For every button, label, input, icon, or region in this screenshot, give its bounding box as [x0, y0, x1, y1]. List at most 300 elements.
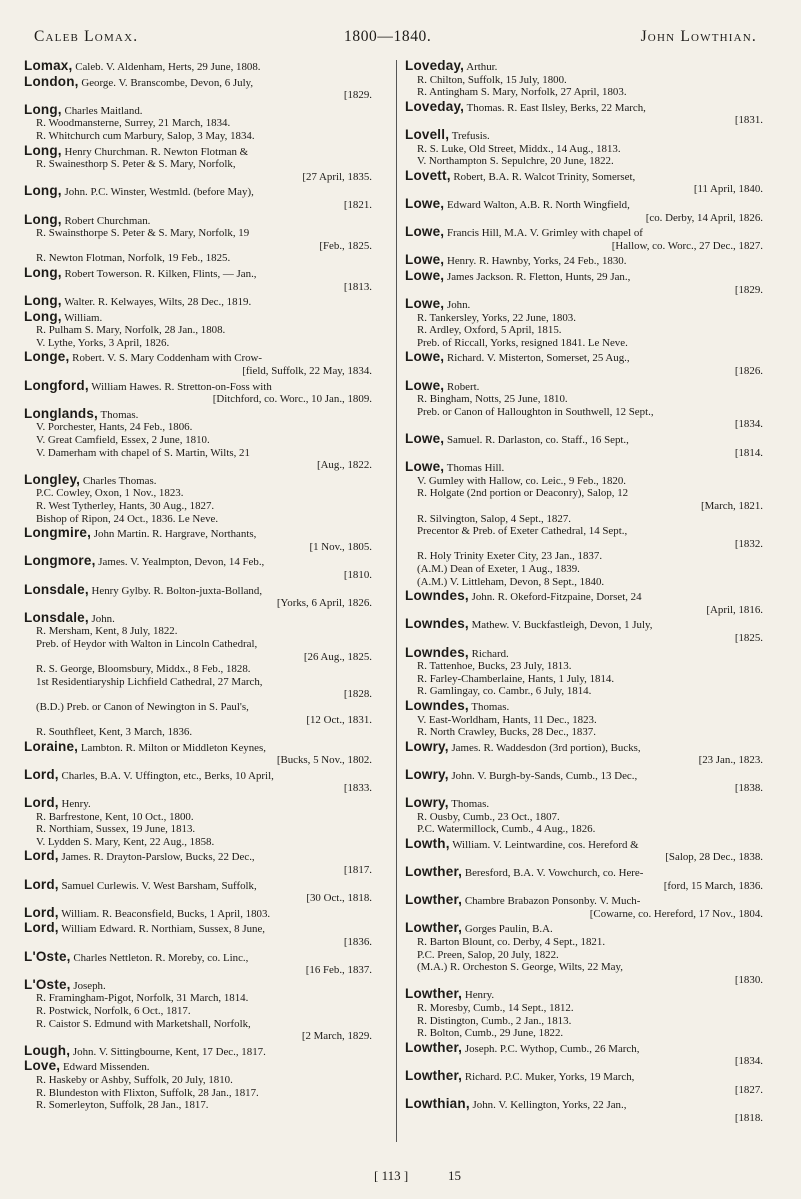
- entry-heading: [405, 98, 767, 115]
- entry-continuation: [Yorks, 6 April, 1826.: [276, 597, 372, 610]
- entry-surname: Lomax,: [24, 58, 73, 73]
- clergy-entry: [24, 142, 376, 184]
- entry-heading-text: John Martin. R. Hargrave, Northants,: [91, 528, 257, 541]
- entry-preferment: R. Holgate (2nd portion or Deaconry), Salop, 12: [417, 487, 629, 500]
- entry-heading: [24, 904, 376, 921]
- clergy-entry: [405, 1039, 767, 1068]
- entry-preferment: V. Porchester, Hants, 24 Feb., 1806.: [36, 421, 193, 434]
- entry-heading-text: John.: [444, 299, 471, 312]
- entry-heading-text: Henry.: [58, 798, 91, 811]
- entry-preferment: R. Farley-Chamberlaine, Hants, 1 July, 1814.: [417, 672, 615, 685]
- entry-heading-text: Francis Hill, M.A. V. Grimley with chapel of: [444, 227, 643, 240]
- entry-heading-text: Charles Nettleton. R. Moreby, co. Linc.,: [70, 951, 249, 964]
- entry-heading-text: Robert, B.A. R. Walcot Trinity, Somerset,: [450, 170, 636, 183]
- entry-preferment: R. Mersham, Kent, 8 July, 1822.: [36, 625, 178, 638]
- entry-surname: Lowther,: [405, 892, 463, 908]
- entry-continuation: [1826.: [734, 365, 763, 378]
- clergy-entry: [405, 298, 767, 349]
- entry-heading-text: Walter. R. Kelwayes, Wilts, 28 Dec., 1819.: [61, 296, 252, 309]
- entry-preferment: R. Holy Trinity Exeter City, 23 Jan., 1837.: [417, 550, 603, 563]
- clergy-entry: [405, 461, 767, 588]
- clergy-entry: [405, 922, 767, 986]
- entry-heading: [24, 308, 376, 325]
- entry-heading: [405, 461, 767, 475]
- entry-preferment: R. Swainsthorpe S. Peter & S. Mary, Norfolk, 19: [36, 227, 250, 240]
- entry-heading-text: Henry Churchman. R. Newton Flotman &: [61, 145, 249, 158]
- entry-surname: Lord,: [24, 876, 59, 892]
- entry-preferment: R. Pulham S. Mary, Norfolk, 28 Jan., 1808.: [36, 324, 226, 337]
- entry-preferment: Preb. of Heydor with Walton in Lincoln Cathedral,: [36, 637, 258, 650]
- clergy-entry: [24, 73, 376, 102]
- right-column: [396, 60, 767, 1142]
- entry-heading: [405, 377, 767, 394]
- entry-heading: [24, 211, 376, 228]
- entry-surname: Lovell,: [405, 126, 450, 142]
- entry-continuation: [Ditchford, co. Worc., 10 Jan., 1809.: [212, 393, 372, 406]
- entry-continuation: [1810.: [343, 568, 372, 581]
- entry-surname: Lowe,: [405, 431, 445, 447]
- entry-surname: Loveday,: [405, 58, 465, 73]
- entry-heading-text: Caleb. V. Aldenham, Herts, 29 June, 1808.: [72, 61, 261, 73]
- entry-surname: Lowther,: [405, 1039, 463, 1055]
- entry-continuation: [Feb., 1825.: [319, 239, 372, 252]
- entry-heading-text: Richard. P.C. Muker, Yorks, 19 March,: [462, 1070, 635, 1083]
- entry-surname: Lowry,: [405, 738, 449, 754]
- entry-heading-text: Richard.: [468, 647, 509, 660]
- clergy-entry: [405, 797, 767, 836]
- entry-surname: Lowndes,: [405, 697, 469, 713]
- entry-surname: Lowe,: [405, 252, 445, 268]
- entry-continuation: [11 April, 1840.: [693, 183, 763, 196]
- entry-heading: [405, 126, 767, 143]
- entry-surname: Lowther,: [405, 986, 463, 1002]
- entry-heading-text: John. V. Burgh-by-Sands, Cumb., 13 Dec.,: [448, 769, 638, 782]
- entry-preferment: Preb. of Riccall, Yorks, resigned 1841. Le Neve.: [417, 336, 628, 349]
- entry-heading: [405, 60, 767, 74]
- entry-surname: Lowndes,: [405, 616, 469, 632]
- clergy-entry: [24, 1042, 376, 1059]
- entry-heading-text: Robert Towerson. R. Kilken, Flints, — Jan.,: [61, 267, 257, 280]
- entry-heading-text: William. V. Leintwardine, cos. Hereford &: [449, 838, 639, 851]
- entry-surname: Longe,: [24, 349, 70, 365]
- entry-surname: Loveday,: [405, 98, 465, 114]
- entry-heading: [405, 894, 767, 908]
- entry-continuation: [1817.: [343, 864, 372, 877]
- entry-surname: Long,: [24, 101, 62, 117]
- entry-surname: Longford,: [24, 377, 89, 393]
- entry-surname: Longlands,: [24, 405, 98, 421]
- entry-preferment: R. Barton Blount, co. Derby, 4 Sept., 1821.: [417, 936, 606, 948]
- entry-surname: Lonsdale,: [24, 581, 89, 597]
- entry-preferment: R. Tattenhoe, Bucks, 23 July, 1813.: [417, 660, 572, 673]
- entry-preferment: P.C. Cowley, Oxon, 1 Nov., 1823.: [36, 487, 184, 500]
- entry-heading: [405, 988, 767, 1002]
- entry-preferment: V. Northampton S. Sepulchre, 20 June, 1822.: [417, 155, 614, 168]
- entry-preferment: R. Ousby, Cumb., 23 Oct., 1807.: [417, 810, 560, 823]
- entry-preferment: R. S. George, Bloomsbury, Middx., 8 Feb., 1828.: [36, 663, 251, 676]
- entry-surname: Love,: [24, 1058, 61, 1074]
- entry-heading-text: Samuel Curlewis. V. West Barsham, Suffolk,: [58, 879, 257, 892]
- clergy-entry: [405, 618, 767, 644]
- running-header: [24, 14, 777, 54]
- entry-preferment: (M.A.) R. Orcheston S. George, Wilts, 22 May,: [417, 961, 623, 974]
- entry-preferment: R. Barfrestone, Kent, 10 Oct., 1800.: [36, 810, 194, 823]
- entry-heading: [24, 377, 376, 394]
- entry-preferment: R. Caistor S. Edmund with Marketshall, Norfolk,: [36, 1017, 251, 1030]
- clergy-entry: [405, 377, 767, 431]
- clergy-entry: [405, 644, 767, 698]
- clergy-entry: [24, 876, 376, 905]
- entry-heading: [24, 948, 376, 965]
- clergy-entry: [24, 797, 376, 848]
- entry-heading: [405, 866, 767, 880]
- entry-continuation: [Aug., 1822.: [316, 459, 372, 472]
- entry-heading-text: Edward Walton, A.B. R. North Wingfield,: [444, 198, 630, 211]
- entry-heading-text: Henry.: [462, 989, 495, 1002]
- entry-surname: Lord,: [24, 795, 59, 811]
- entry-preferment: V. Gumley with Hallow, co. Leic., 9 Feb., 1820.: [417, 474, 627, 487]
- entry-heading-text: Robert. V. S. Mary Coddenham with Crow-: [69, 352, 263, 365]
- entry-heading: [24, 555, 376, 569]
- clergy-entry: [24, 377, 376, 406]
- entry-heading-text: Charles, B.A. V. Uffington, etc., Berks, 10 April,: [58, 769, 274, 782]
- entry-surname: Lowther,: [405, 920, 463, 936]
- entry-preferment: R. Somerleyton, Suffolk, 28 Jan., 1817.: [36, 1099, 209, 1112]
- entry-heading: [24, 185, 376, 199]
- entry-surname: Lord,: [24, 920, 59, 936]
- entry-preferment: R. Blundeston with Flixton, Suffolk, 28 Jan., 1817.: [36, 1086, 259, 1099]
- entry-heading: [24, 876, 376, 893]
- entry-continuation: [1829.: [343, 89, 372, 102]
- entry-heading: [405, 618, 767, 632]
- entry-surname: Lord,: [24, 766, 59, 782]
- entry-continuation: [1832.: [734, 537, 763, 550]
- entry-heading-text: William Hawes. R. Stretton-on-Foss with: [88, 380, 272, 393]
- entry-heading: [24, 850, 376, 864]
- entry-preferment: V. East-Worldham, Hants, 11 Dec., 1823.: [417, 713, 597, 726]
- entry-continuation: [30 Oct., 1818.: [306, 892, 372, 905]
- page-bracket-number: [ 113 ]: [374, 1168, 409, 1183]
- entry-heading: [24, 351, 376, 365]
- entry-continuation: [23 Jan., 1823.: [698, 754, 763, 767]
- entry-continuation: [Salop, 28 Dec., 1838.: [665, 851, 763, 864]
- entry-heading: [24, 922, 376, 936]
- entry-preferment: R. Postwick, Norfolk, 6 Oct., 1817.: [36, 1004, 191, 1017]
- header-first-entry: Caleb Lomax.: [34, 28, 139, 45]
- entry-surname: Loraine,: [24, 738, 79, 754]
- entry-preferment: R. Bingham, Notts, 25 June, 1810.: [417, 393, 568, 406]
- left-column: [24, 60, 376, 1114]
- header-last-entry: John Lowthian.: [640, 28, 757, 45]
- clergy-entry: [24, 308, 376, 350]
- entry-heading: [24, 471, 376, 488]
- clergy-entry: [24, 609, 376, 739]
- header-date-range: 1800—1840.: [344, 28, 432, 45]
- entry-heading-text: Beresford, B.A. V. Vowchurch, co. Here-: [462, 867, 644, 880]
- entry-continuation: [Bucks, 5 Nov., 1802.: [276, 754, 372, 767]
- entry-continuation: [2 March, 1829.: [301, 1030, 372, 1043]
- entry-continuation: [1834.: [734, 418, 763, 431]
- clergy-entry: [405, 697, 767, 739]
- entry-preferment: R. North Crawley, Bucks, 28 Dec., 1837.: [417, 726, 596, 739]
- clergy-entry: [24, 185, 376, 211]
- entry-heading: [24, 527, 376, 541]
- entry-preferment: (A.M.) Dean of Exeter, 1 Aug., 1839.: [417, 562, 580, 575]
- entry-continuation: [1830.: [734, 973, 763, 986]
- entry-continuation: [1821.: [343, 198, 372, 211]
- entry-continuation: [1813.: [343, 280, 372, 293]
- entry-surname: Lough,: [24, 1042, 71, 1058]
- entry-heading: [24, 766, 376, 783]
- entry-heading: [405, 254, 767, 268]
- entry-preferment: R. Tankersley, Yorks, 22 June, 1803.: [417, 311, 576, 324]
- clergy-entry: [405, 1067, 767, 1096]
- entry-surname: Lonsdale,: [24, 609, 89, 625]
- entry-heading: [24, 581, 376, 598]
- entry-surname: Longmire,: [24, 525, 92, 541]
- clergy-entry: [405, 835, 767, 864]
- entry-preferment: R. West Tytherley, Hants, 30 Aug., 1827.: [36, 500, 215, 512]
- clergy-entry: [405, 254, 767, 268]
- entry-surname: London,: [24, 73, 79, 89]
- entry-continuation: [ford, 15 March, 1836.: [663, 879, 763, 892]
- clergy-entry: [24, 1060, 376, 1111]
- clergy-entry: [405, 60, 767, 99]
- entry-surname: Long,: [24, 142, 62, 158]
- entry-heading-text: John. V. Sittingbourne, Kent, 17 Dec., 1817.: [70, 1045, 266, 1058]
- entry-surname: Lowe,: [405, 195, 445, 211]
- entry-heading-text: Joseph.: [70, 979, 106, 992]
- entry-surname: Lord,: [24, 848, 59, 864]
- entry-heading-text: George. V. Branscombe, Devon, 6 July,: [78, 76, 254, 89]
- entry-surname: L'Oste,: [24, 976, 71, 992]
- entry-heading-text: William.: [61, 311, 103, 324]
- clergy-entry: [24, 922, 376, 948]
- entry-heading: [24, 73, 376, 90]
- clergy-entry: [24, 555, 376, 581]
- entry-heading: [24, 976, 376, 993]
- entry-continuation: [1825.: [734, 631, 763, 644]
- clergy-entry: [24, 471, 376, 525]
- clergy-entry: [24, 101, 376, 143]
- entry-surname: Lovett,: [405, 167, 451, 183]
- clergy-entry: [24, 295, 376, 309]
- entry-preferment: R. Newton Flotman, Norfolk, 19 Feb., 1825.: [36, 252, 231, 265]
- entry-preferment: R. Distington, Cumb., 2 Jan., 1813.: [417, 1014, 572, 1027]
- entry-heading-text: Charles Thomas.: [80, 474, 157, 487]
- entry-continuation: [16 Feb., 1837.: [305, 964, 372, 977]
- entry-heading-text: James. V. Yealmpton, Devon, 14 Feb.,: [95, 556, 265, 569]
- entry-surname: Lowe,: [405, 377, 445, 393]
- entry-heading-text: Henry Gylby. R. Bolton-juxta-Bolland,: [88, 584, 263, 597]
- clergy-entry: [24, 60, 376, 74]
- entry-preferment: V. Lythe, Yorks, 3 April, 1826.: [36, 336, 170, 349]
- entry-surname: Lowndes,: [405, 588, 469, 604]
- entry-heading: [24, 1042, 376, 1059]
- entry-heading: [405, 922, 767, 936]
- entry-preferment: R. Southfleet, Kent, 3 March, 1836.: [36, 726, 193, 739]
- entry-heading-text: Thomas.: [468, 700, 510, 713]
- clergy-entry: [405, 866, 767, 892]
- entry-heading-text: Joseph. P.C. Wythop, Cumb., 26 March,: [462, 1042, 640, 1055]
- entry-heading: [24, 101, 376, 118]
- clergy-entry: [24, 405, 376, 472]
- entry-heading: [405, 1098, 767, 1112]
- entry-surname: Lowthian,: [405, 1096, 470, 1112]
- entry-heading: [405, 1067, 767, 1084]
- entry-heading-text: Samuel. R. Darlaston, co. Staff., 16 Sept.,: [444, 434, 629, 447]
- clergy-entry: [24, 264, 376, 293]
- page-number: 15: [448, 1168, 461, 1183]
- entry-surname: Lowe,: [405, 349, 445, 365]
- clergy-entry: [405, 98, 767, 127]
- entry-heading-text: Chambre Brabazon Ponsonby. V. Much-: [462, 895, 641, 908]
- entry-continuation: [1833.: [343, 782, 372, 795]
- entry-preferment: P.C. Watermillock, Cumb., 4 Aug., 1826.: [417, 823, 596, 836]
- entry-surname: Long,: [24, 308, 62, 324]
- entry-heading: [24, 295, 376, 309]
- clergy-entry: [405, 195, 767, 224]
- entry-heading: [24, 142, 376, 159]
- entry-preferment: P.C. Preen, Salop, 20 July, 1822.: [417, 948, 559, 961]
- clergy-entry: [405, 988, 767, 1039]
- entry-continuation: [1818.: [734, 1111, 763, 1124]
- entry-heading: [405, 766, 767, 783]
- clergy-entry: [24, 211, 376, 265]
- entry-continuation: [1838.: [734, 782, 763, 795]
- entry-heading: [405, 267, 767, 284]
- clergy-entry: [24, 527, 376, 553]
- entry-preferment: V. Damerham with chapel of S. Martin, Wilts, 21: [36, 446, 250, 459]
- entry-continuation: [1834.: [734, 1055, 763, 1068]
- entry-heading: [24, 60, 376, 74]
- entry-heading-text: John.: [88, 612, 115, 625]
- entry-preferment: R. Framingham-Pigot, Norfolk, 31 March, 1814.: [36, 992, 249, 1005]
- entry-continuation: [co. Derby, 14 April, 1826.: [645, 211, 763, 224]
- clergy-entry: [24, 948, 376, 977]
- entry-heading: [24, 609, 376, 626]
- entry-heading-text: Robert Churchman.: [61, 214, 151, 227]
- entry-heading-text: Trefusis.: [449, 129, 490, 142]
- entry-preferment: Preb. or Canon of Halloughton in Southwell, 12 Sept.,: [417, 405, 654, 418]
- entry-heading: [405, 167, 767, 184]
- entry-heading: [405, 1039, 767, 1056]
- entry-heading-text: Richard. V. Misterton, Somerset, 25 Aug.,: [444, 352, 630, 365]
- entry-heading-text: Edward Missenden.: [60, 1061, 150, 1074]
- entry-heading: [405, 835, 767, 852]
- entry-preferment: 1st Residentiaryship Lichfield Cathedral, 27 March,: [36, 675, 263, 688]
- entry-heading-text: Thomas Hill.: [444, 462, 505, 475]
- entry-heading-text: James. R. Drayton-Parslow, Bucks, 22 Dec.,: [58, 851, 255, 864]
- clergy-entry: [405, 167, 767, 196]
- entry-heading: [405, 226, 767, 240]
- entry-heading-text: Thomas. R. East Ilsley, Berks, 22 March,: [464, 101, 646, 114]
- entry-heading-text: Thomas.: [448, 798, 490, 811]
- entry-preferment: R. Haskeby or Ashby, Suffolk, 20 July, 1810.: [36, 1073, 233, 1086]
- entry-continuation: [1 Nov., 1805.: [309, 540, 372, 553]
- entry-heading: [24, 738, 376, 755]
- entry-heading: [405, 433, 767, 447]
- clergy-entry: [405, 351, 767, 377]
- entry-heading-text: John. V. Kellington, Yorks, 22 Jan.,: [469, 1099, 627, 1112]
- entry-preferment: V. Great Camfield, Essex, 2 June, 1810.: [36, 434, 210, 447]
- entry-continuation: [1827.: [734, 1083, 763, 1096]
- entry-surname: Lowe,: [405, 296, 445, 312]
- entry-preferment: R. Antingham S. Mary, Norfolk, 27 April, 1803.: [417, 86, 627, 99]
- entry-heading-text: John. R. Okeford-Fitzpaine, Dorset, 24: [468, 591, 642, 604]
- entry-heading: [405, 738, 767, 755]
- entry-continuation: [Hallow, co. Worc., 27 Dec., 1827.: [611, 239, 763, 252]
- entry-surname: Lord,: [24, 904, 59, 920]
- entry-heading-text: Gorges Paulin, B.A.: [462, 923, 553, 936]
- clergy-entry: [24, 904, 376, 921]
- entry-surname: Long,: [24, 183, 62, 199]
- entry-surname: Lowe,: [405, 459, 445, 475]
- entry-heading-text: William. R. Beaconsfield, Bucks, 1 April, 1803.: [58, 907, 271, 920]
- entry-surname: Lowe,: [405, 224, 445, 240]
- entry-heading: [24, 405, 376, 422]
- entry-surname: Long,: [24, 264, 62, 280]
- entry-preferment: R. S. Luke, Old Street, Middx., 14 Aug., 1813.: [417, 142, 621, 155]
- clergy-entry: [24, 976, 376, 1043]
- entry-continuation: [1814.: [734, 446, 763, 459]
- entry-surname: Lowther,: [405, 1067, 463, 1083]
- entry-preferment: R. Silvington, Salop, 4 Sept., 1827.: [417, 512, 571, 525]
- entry-heading-text: James. R. Waddesdon (3rd portion), Bucks,: [448, 741, 641, 754]
- clergy-entry: [405, 267, 767, 296]
- entry-heading-text: Mathew. V. Buckfastleigh, Devon, 1 July,: [468, 619, 653, 632]
- clergy-entry: [24, 850, 376, 876]
- entry-continuation: [1836.: [343, 936, 372, 948]
- clergy-entry: [405, 590, 767, 616]
- entry-heading: [405, 298, 767, 312]
- entry-preferment: (B.D.) Preb. or Canon of Newington in S. Paul's,: [36, 700, 249, 713]
- entry-heading-text: Arthur.: [464, 61, 498, 73]
- entry-heading-text: Charles Maitland.: [61, 104, 143, 117]
- entry-preferment: R. Whitchurch cum Marbury, Salop, 3 May, 1834.: [36, 129, 255, 142]
- entry-surname: Lowe,: [405, 267, 445, 283]
- clergy-entry: [24, 738, 376, 767]
- entry-heading-text: William Edward. R. Northiam, Sussex, 8 June,: [58, 923, 266, 936]
- entry-surname: Longley,: [24, 471, 81, 487]
- entry-continuation: [April, 1816.: [706, 603, 763, 616]
- entry-continuation: [12 Oct., 1831.: [306, 713, 372, 726]
- entry-preferment: V. Lydden S. Mary, Kent, 22 Aug., 1858.: [36, 835, 215, 848]
- entry-heading: [405, 697, 767, 714]
- clergy-entry: [405, 738, 767, 767]
- entry-heading-text: John. P.C. Winster, Westmld. (before May),: [61, 186, 254, 199]
- entry-preferment: R. Northiam, Sussex, 19 June, 1813.: [36, 823, 196, 836]
- entry-preferment: R. Bolton, Cumb., 29 June, 1822.: [417, 1027, 564, 1040]
- entry-preferment: R. Woodmansterne, Surrey, 21 March, 1834.: [36, 117, 231, 130]
- entry-heading: [405, 351, 767, 365]
- entry-heading: [405, 195, 767, 212]
- entry-continuation: [March, 1821.: [701, 500, 763, 512]
- entry-continuation: [1831.: [734, 114, 763, 127]
- entry-preferment: (A.M.) V. Littleham, Devon, 8 Sept., 1840.: [417, 575, 605, 588]
- entry-heading: [405, 590, 767, 604]
- entry-heading: [405, 644, 767, 661]
- entry-surname: Long,: [24, 211, 62, 227]
- entry-surname: Long,: [24, 293, 62, 309]
- entry-surname: Lowndes,: [405, 644, 469, 660]
- entry-heading-text: Lambton. R. Milton or Middleton Keynes,: [78, 741, 266, 754]
- clergy-entry: [405, 126, 767, 168]
- entry-heading: [24, 797, 376, 811]
- entry-surname: L'Oste,: [24, 948, 71, 964]
- clergy-entry: [405, 433, 767, 459]
- entry-surname: Lowther,: [405, 864, 463, 880]
